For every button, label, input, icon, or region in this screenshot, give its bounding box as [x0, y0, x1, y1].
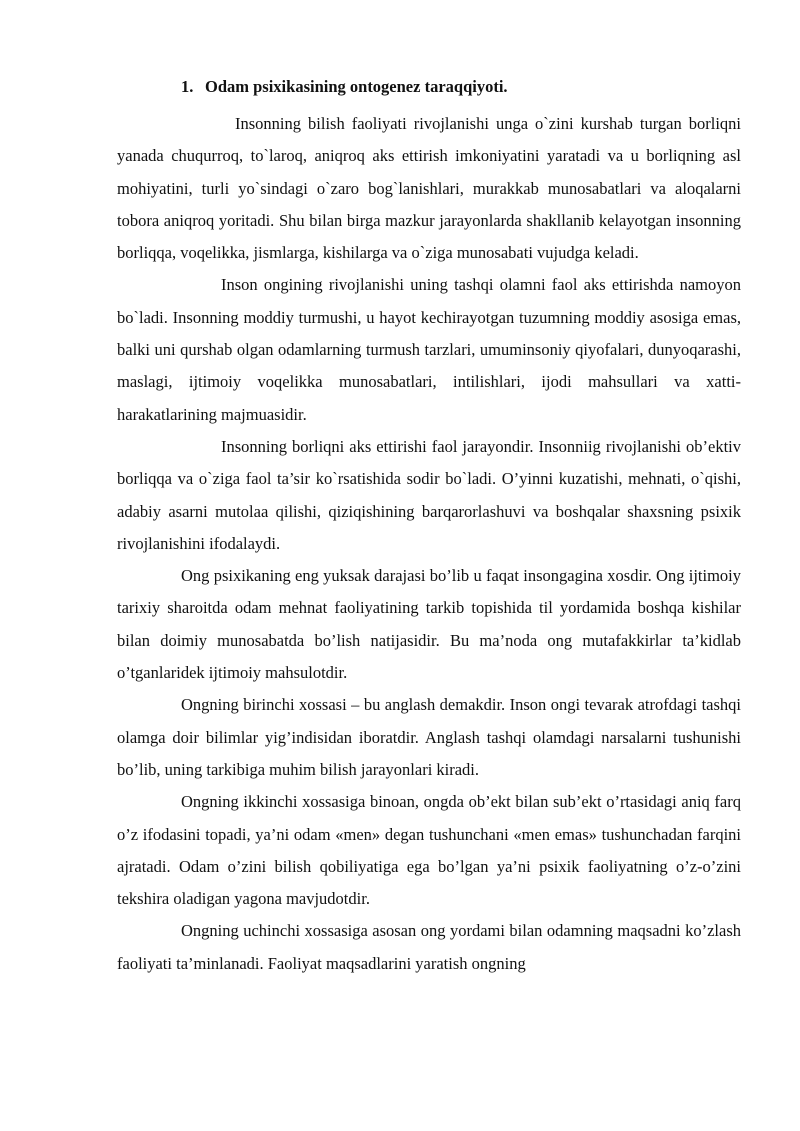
- paragraph-6: Ongning ikkinchi xossasiga binoan, ongda ob’ekt bilan sub’ekt o’rtasidagi aniq farq o’z ifodasini topadi, ya’ni odam «men» degan tushunchani «men emas» tushunchadan farqini ajratadi. Odam o’zini bilish qobiliyatiga ega bo’lgan ya’ni psixik faoliyatning o’z-o’zini tekshira oladigan yagona mavjudotdir.: [117, 792, 741, 909]
- paragraph-3: Insonning borliqni aks ettirishi faol jarayondir. Insonniig rivojlanishi ob’ektiv borliqqa va o`ziga faol ta’sir ko`rsatishida sodir bo`ladi. O’yinni kuzatishi, mehnati, o`qishi, adabiy asarni mutolaa qilishi, qiziqishining barqarorlashuvi va boshqalar shaxsning psixik rivojlanishini ifodalaydi.: [117, 436, 741, 553]
- paragraph-1: Insonning bilish faoliyati rivojlanishi unga o`zini kurshab turgan borliqni yanada chuqurroq, to`laroq, aniqroq aks ettirish imkoniyatini yaratadi va u borliqning asl mohiyatini, turli yo`sindagi o`zaro bog`lanishlari, murakkab munosabatlari va aloqalarni tobora aniqroq yoritadi. Shu bilan birga mazkur jarayonlarda shakllanib kelayotgan insonning borliqqa, voqelikka, jismlarga, kishilarga va o`ziga munosabati vujudga keladi.: [117, 114, 741, 263]
- paragraph-7: Ongning uchinchi xossasiga asosan ong yordami bilan odamning maqsadni ko’zlash faoliyati ta’minlanadi. Faoliyat maqsadlarini yaratish ongning: [117, 921, 741, 973]
- paragraph-2: Inson ongining rivojlanishi uning tashqi olamni faol aks ettirishda namoyon bo`ladi. Insonning moddiy turmushi, u hayot kechirayotgan tuzumning moddiy asosiga emas, balki uni qurshab olgan odamlarning turmush tarzlari, umuminsoniy qiyofalari, dunyoqarashi, maslagi, ijtimoiy voqelikka munosabatlari, intilishlari, ijodi mahsullari va xatti-harakatlarining majmuasidir.: [117, 275, 741, 424]
- section-title: Odam psixikasining ontogenez taraqqiyoti.: [205, 77, 508, 96]
- section-number: 1.: [181, 77, 194, 96]
- paragraph-5: Ongning birinchi xossasi – bu anglash demakdir. Inson ongi tevarak atrofdagi tashqi olamga doir bilimlar yig’indisidan iboratdir. Anglash tashqi olamdagi narsalarni tushunishi bo’lib, uning tarkibiga muhim bilish jarayonlari kiradi.: [117, 695, 741, 779]
- paragraph-4: Ong psixikaning eng yuksak darajasi bo’lib u faqat insongagina xosdir. Ong ijtimoiy tarixiy sharoitda odam mehnat faoliyatining tarkib topishida til yordamida boshqa kishilar bilan doimiy munosabatda bo’lish natijasidir. Bu ma’noda ong mutafakkirlar ta’kidlab o’tganlaridek ijtimoiy mahsulotdir.: [117, 566, 741, 683]
- section-heading: [181, 76, 508, 98]
- body-text: [117, 108, 741, 980]
